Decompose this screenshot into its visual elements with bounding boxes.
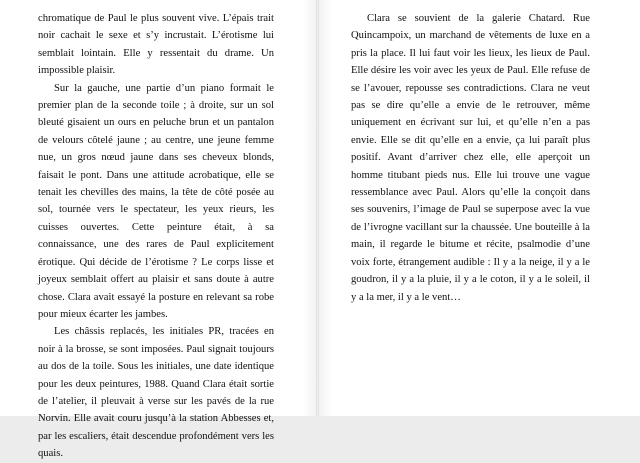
left-page-gutter-shadow: [302, 0, 316, 416]
left-paragraph-2: Sur la gauche, une partie d’un piano formait le premier plan de la seconde toile ; à droite, sur un sol bleuté gisaient un ours en peluche brun et un pantalon de velours côtelé jaune ; au centre, une jeune femme nue, un gros nœud jaune dans ses cheveux blonds, faisait le pont. Dans une attitude acrobatique, elle se tenait les chevilles des mains, la tête de côté posée au sol, tournée vers le spectateur, les yeux rieurs, les cuisses ouvertes. Cette peinture était, à sa connaissance, une des rares de Paul explicitement érotique. Qui décide de l’érotisme ? Le corps lisse et joyeux semblait offert au plaisir et sans doute à autre chose. Clara avait essayé la posture en relevant sa robe pour mieux écarter les jambes.: [38, 82, 274, 320]
right-paragraph-1: Clara se souvient de la galerie Chatard. Rue Quincampoix, un marchand de vêtements de luxe en a pris la place. Il lui faut voir les lieux, les lieux de Paul. Elle désire les voir avec les yeux de Paul. Elle refuse de se l’avouer, repousse ses contradictions. Clara ne veut pas se dire qu’elle a envie de le retrouver, même uniquement en écrivant sur lui, et qu’elle n’en a pas envie. Elle se dit qu’elle en a envie, ça lui paraît plus positif. Avant d’arriver chez elle, elle aperçoit un homme titubant pieds nus. Elle lui trouve une vague ressemblance avec Paul. Alors qu’elle la conçoit dans ses souvenirs, l’image de Paul se superpose avec la vue de l’ivrogne vacillant sur la chaussée. Une bouteille à la main, il regarde le bitume et récite, psalmodie d’une voix forte, étrangement audible : Il y a la neige, il y a le goudron, il y a la pluie, il y a le coton, il y a le soleil, il y a la mer, il y a le vent…: [351, 13, 590, 303]
left-page-text: [38, 10, 274, 463]
right-page-gutter-shadow: [319, 0, 333, 416]
left-paragraph-1: chromatique de Paul le plus souvent vive. L’épais trait noir cachait le sexe et s’y incrustait. L’érotisme lui semblait lointain. Elle y ressentait du drame. Un impossible plaisir.: [38, 13, 274, 77]
left-page: [0, 0, 316, 460]
right-page-text: [351, 10, 590, 306]
left-paragraph-3: Les châssis replacés, les initiales PR, tracées en noir à la brosse, se sont imposées. Paul signait toujours au dos de la toile. Sous les initiales, une date identique pour les deux peintures, 1988. Quand Clara était sortie de l’atelier, il pleuvait à verse sur les pavés de la rue Norvin. Elle avait couru jusqu’à la station Abbesses et, par les escaliers, était descendue profondément vers les quais.: [38, 326, 274, 460]
right-page: [319, 0, 640, 416]
